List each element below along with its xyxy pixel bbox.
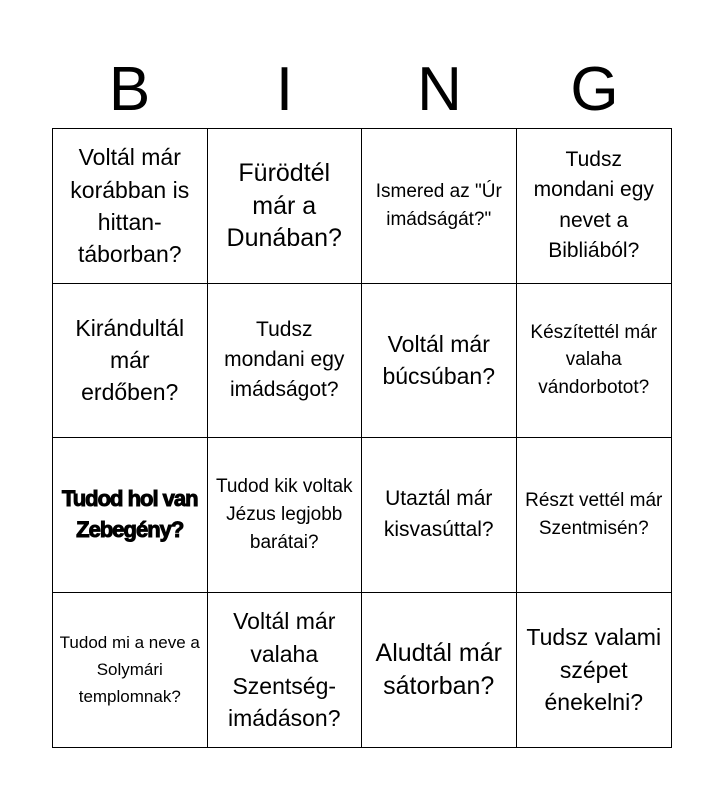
bingo-cell-r3c2[interactable]: Tudod kik voltak Jézus legjobb barátai? [208, 438, 363, 593]
bingo-cell-r3c1[interactable]: Tudod hol van Zebegény? [53, 438, 208, 593]
bingo-cell-r4c2[interactable]: Voltál már valaha Szentség-imádáson? [208, 593, 363, 748]
header-letter-n: N [417, 55, 462, 124]
bingo-cell-r2c2[interactable]: Tudsz mondani egy imádságot? [208, 284, 363, 439]
header-letter-b: B [108, 55, 151, 124]
bingo-cell-r4c4[interactable]: Tudsz valami szépet énekelni? [526, 624, 662, 715]
bingo-cell-r1c4[interactable]: Tudsz mondani egy nevet a Bibliából? [517, 129, 672, 284]
bingo-cell-r1c3[interactable]: Ismered az "Úr imádságát?" [362, 129, 517, 284]
bingo-cell-r4c3[interactable]: Aludtál már sátorban? [362, 593, 517, 748]
bingo-cell-r2c3[interactable]: Voltál már búcsúban? [362, 284, 517, 439]
bingo-cell-r2c1[interactable]: Kirándultál már erdőben? [53, 284, 208, 439]
bingo-header [52, 52, 672, 128]
bingo-cell-r1c1[interactable]: Voltál már korábban is hittan-táborban? [53, 129, 208, 284]
bingo-cell-r4c1[interactable]: Tudod mi a neve a Solymári templomnak? [53, 593, 208, 748]
bingo-cell-r2c4[interactable]: Készítettél már valaha vándorbotot? [517, 284, 672, 439]
header-letter-g: G [570, 55, 619, 124]
bingo-cell-r1c2[interactable]: Fürödtél már a Dunában? [208, 129, 363, 284]
bingo-grid [52, 128, 672, 748]
header-letter-i: I [275, 55, 294, 124]
bingo-cell-r3c3[interactable]: Utaztál már kisvasúttal? [362, 438, 517, 593]
bingo-cell-r3c4[interactable]: Részt vettél már Szentmisén? [517, 438, 672, 593]
